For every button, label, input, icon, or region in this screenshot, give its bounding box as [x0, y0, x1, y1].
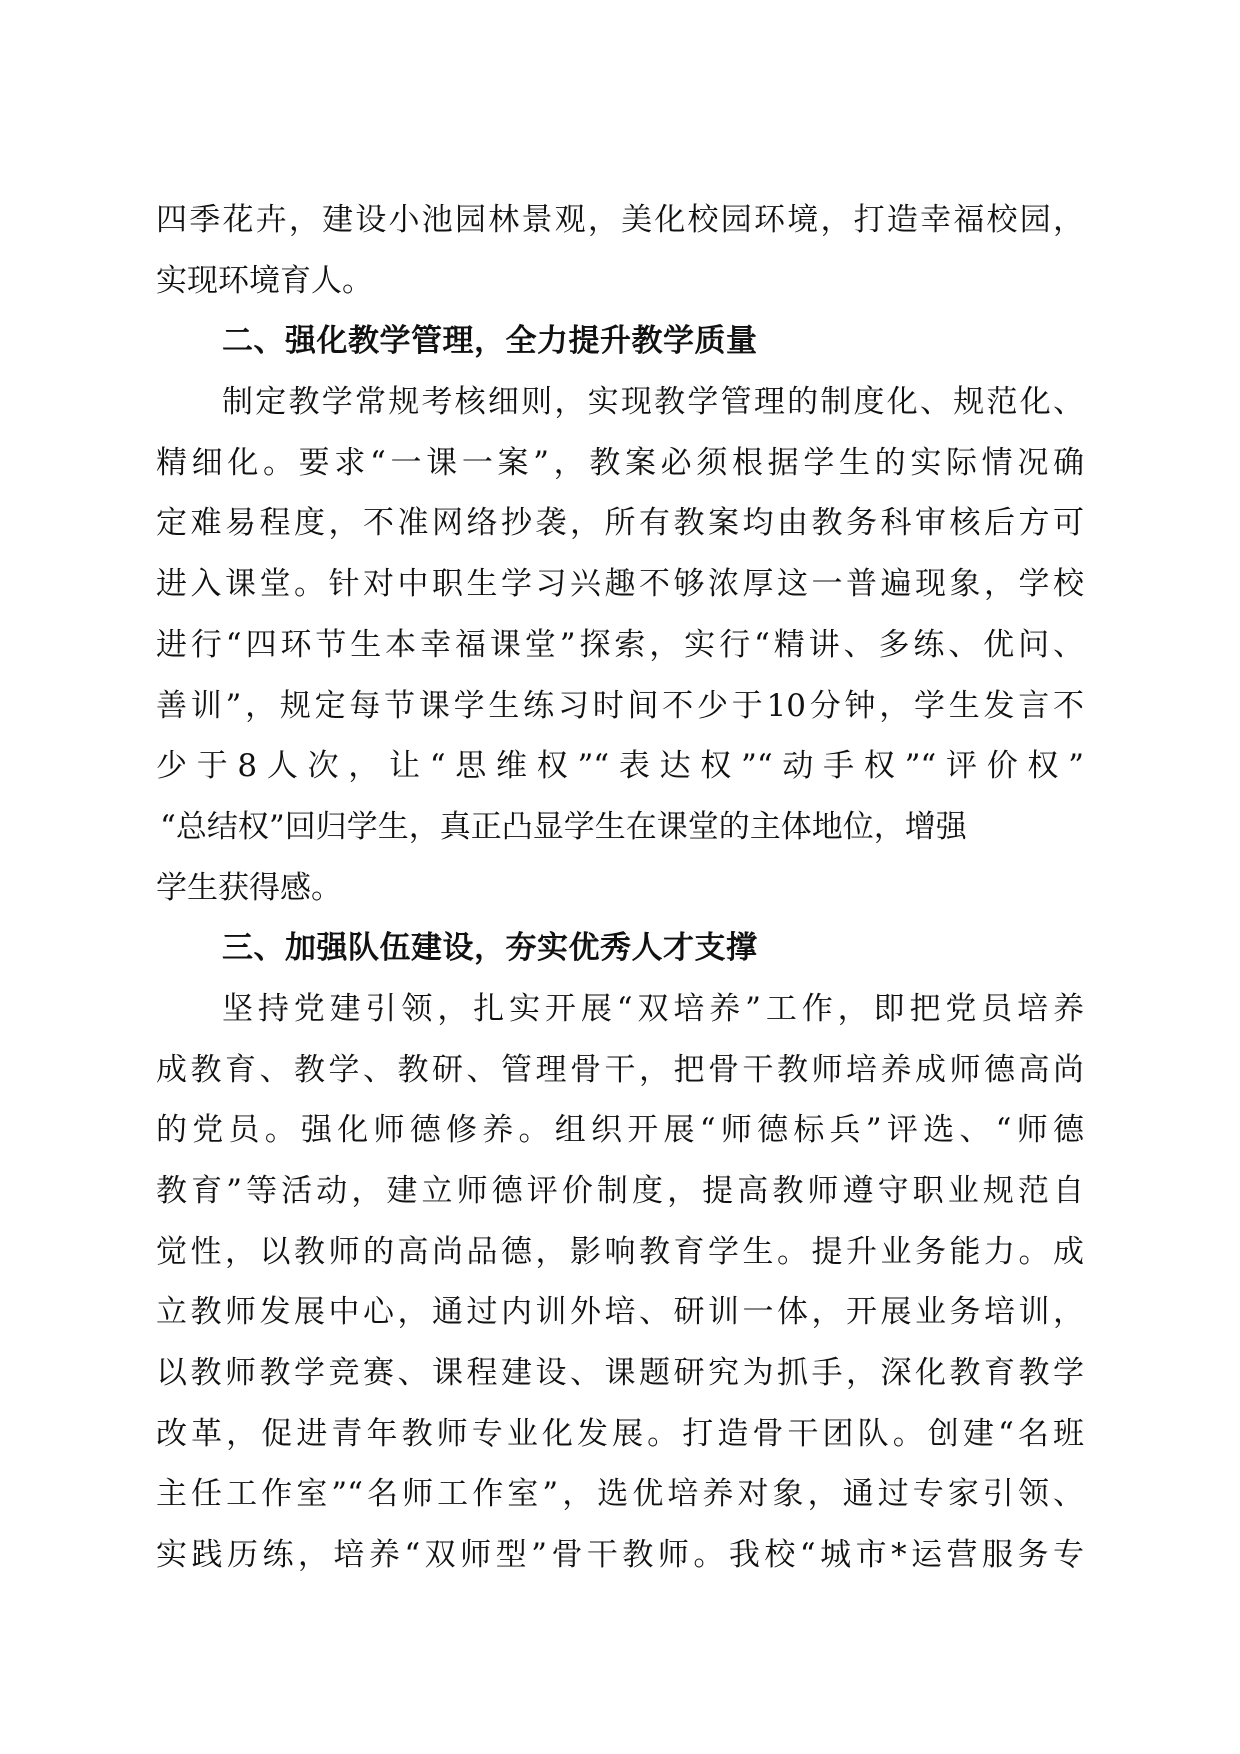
text-line: 精细化。要求“一课一案”，教案必须根据学生的实际情况确 [156, 444, 1084, 481]
section-heading: 二、强化教学管理，全力提升教学质量 [222, 323, 758, 360]
text-line: 实践历练，培养“双师型”骨干教师。我校“城市*运营服务专 [156, 1537, 1084, 1574]
text-line: 四季花卉，建设小池园林景观，美化校园环境，打造幸福校园， [156, 202, 1084, 238]
text-line: 成教育、教学、教研、管理骨干，把骨干教师培养成师德高尚 [156, 1051, 1084, 1088]
text-line: 定难易程度，不准网络抄袭，所有教案均由教务科审核后方可 [156, 505, 1084, 542]
text-line: 以教师教学竞赛、课程建设、课题研究为抓手，深化教育教学 [156, 1355, 1084, 1392]
text-line: 制定教学常规考核细则，实现教学管理的制度化、规范化、 [222, 384, 1084, 421]
text-line: 善训”，规定每节课学生练习时间不少于10分钟，学生发言不 [156, 687, 1084, 724]
text-line: 立教师发展中心，通过内训外培、研训一体，开展业务培训， [156, 1294, 1084, 1331]
text-line: “总结权”回归学生，真正凸显学生在课堂的主体地位，增强 [160, 808, 967, 845]
text-line: 坚持党建引领，扎实开展“双培养”工作，即把党员培养 [222, 990, 1084, 1027]
text-line: 的党员。强化师德修养。组织开展“师德标兵”评选、“师德 [156, 1112, 1084, 1149]
text-line: 学生获得感。 [156, 869, 342, 906]
text-line: 少于8人次，让“思维权”“表达权”“动手权”“评价权” [156, 748, 1084, 785]
text-line: 改革，促进青年教师专业化发展。打造骨干团队。创建“名班 [156, 1415, 1084, 1452]
text-line: 进入课堂。针对中职生学习兴趣不够浓厚这一普遍现象，学校 [156, 566, 1084, 603]
text-line: 主任工作室”“名师工作室”，选优培养对象，通过专家引领、 [156, 1476, 1084, 1513]
text-line: 觉性，以教师的高尚品德，影响教育学生。提升业务能力。成 [156, 1233, 1084, 1270]
text-line: 教育”等活动，建立师德评价制度，提高教师遵守职业规范自 [156, 1173, 1084, 1209]
text-line: 进行“四环节生本幸福课堂”探索，实行“精讲、多练、优问、 [156, 626, 1084, 663]
text-line: 实现环境育人。 [156, 262, 373, 299]
section-heading: 三、加强队伍建设，夯实优秀人才支撑 [222, 930, 758, 967]
document-body [156, 190, 1084, 1586]
